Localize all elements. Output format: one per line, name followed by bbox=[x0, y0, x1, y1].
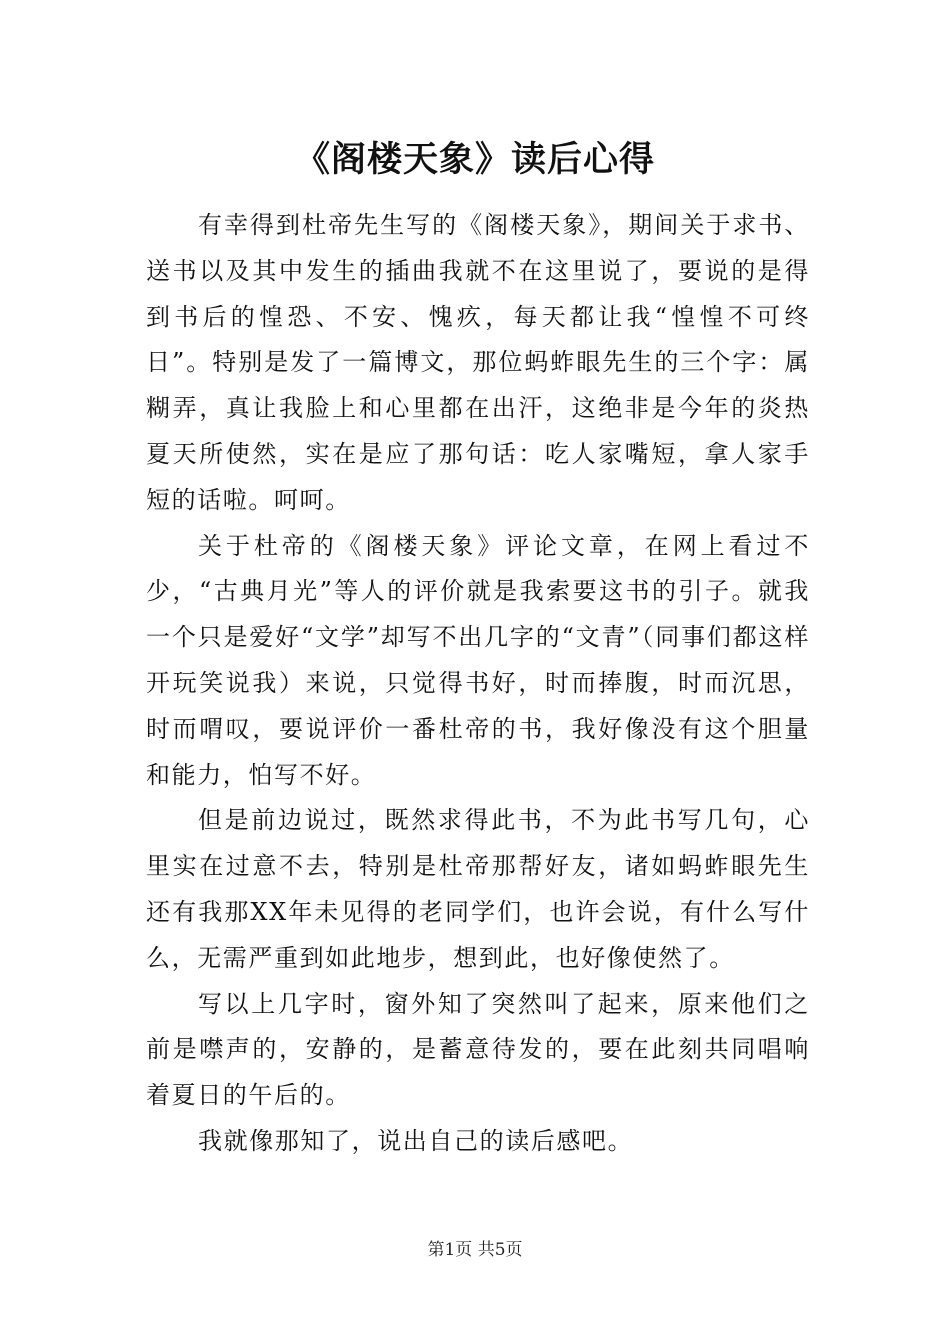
paragraph-4: 写以上几字时，窗外知了突然叫了起来，原来他们之前是噤声的，安静的，是蓄意待发的，要在此刻共同唱响着夏日的午后的。 bbox=[146, 989, 810, 1110]
paragraph-3: 但是前边说过，既然求得此书，不为此书写几句，心里实在过意不去，特别是杜帝那帮好友，诸如蚂蚱眼先生还有我那XX年未见得的老同学们，也许会说，有什么写什么，无需严重到如此地步，想到此，也好像使然了。 bbox=[146, 806, 810, 972]
paragraph-2: 关于杜帝的《阁楼天象》评论文章，在网上看过不少，“古典月光”等人的评价就是我索要这书的引子。就我一个只是爱好“文学”却写不出几字的“文青”（同事们都这样开玩笑说我）来说，只觉得书好，时而捧腹，时而沉思，时而喟叹，要说评价一番杜帝的书，我好像没有这个胆量和能力，怕写不好。 bbox=[146, 531, 810, 789]
paragraph-5: 我就像那知了，说出自己的读后感吧。 bbox=[198, 1126, 634, 1155]
page-footer: 第1页 共5页 bbox=[427, 1240, 523, 1260]
document-title: 《阁楼天象》读后心得 bbox=[294, 139, 655, 180]
paragraph-1: 有幸得到杜帝先生写的《阁楼天象》，期间关于求书、送书以及其中发生的插曲我就不在这里说了，要说的是得到书后的惶恐、不安、愧疚，每天都让我“惶惶不可终日”。特别是发了一篇博文，那位蚂蚱眼先生的三个字：属糊弄，真让我脸上和心里都在出汗，这绝非是今年的炎热夏天所使然，实在是应了那句话：吃人家嘴短，拿人家手短的话啦。呵呵。 bbox=[146, 211, 810, 514]
document-body bbox=[146, 203, 810, 1165]
